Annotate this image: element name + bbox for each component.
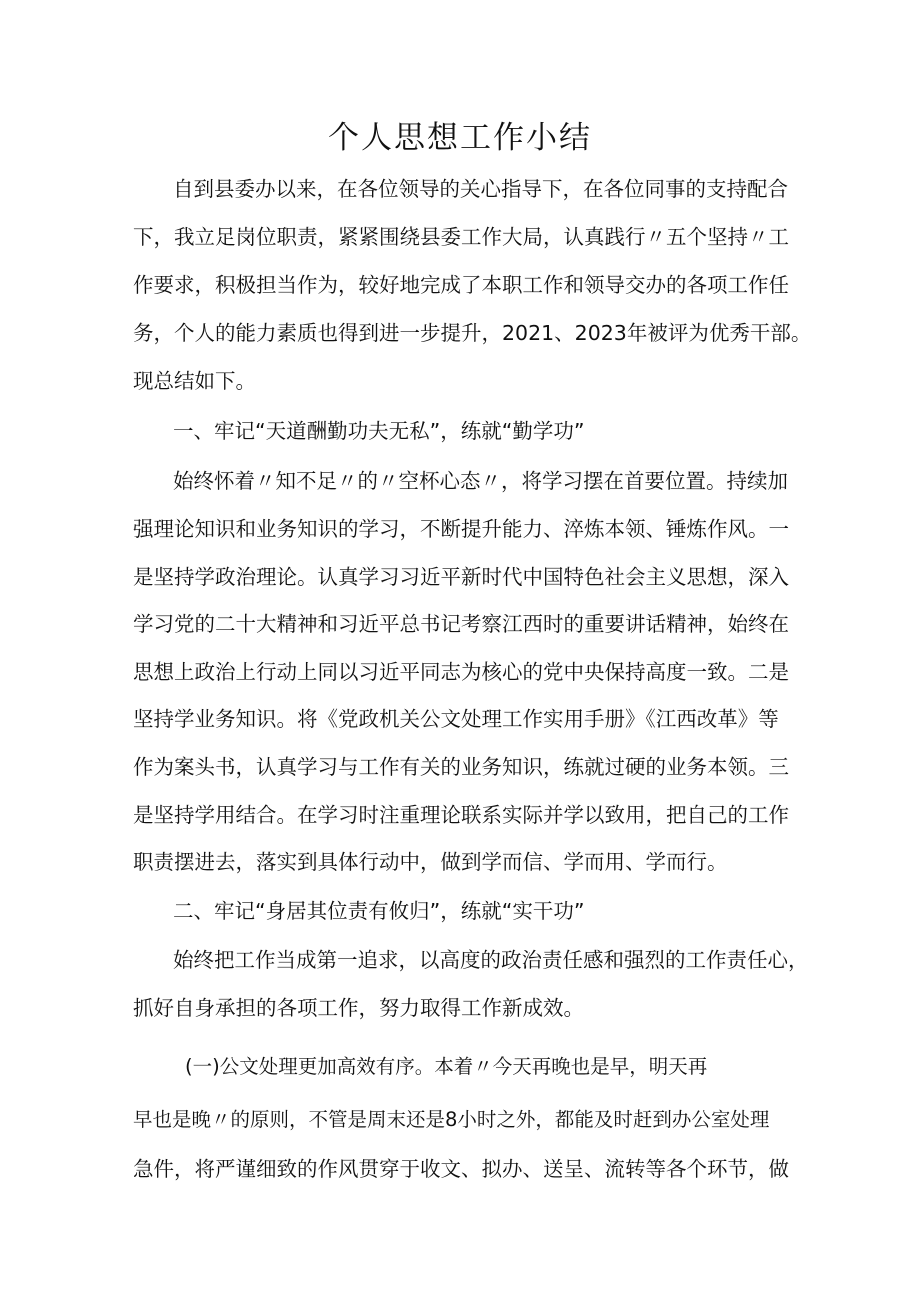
paragraph-line: 思想上政治上行动上同以习近平同志为核心的党中央保持高度一致。二是	[133, 660, 789, 684]
section-heading: 二、牢记“身居其位责有攸归”，练就“实干功”	[173, 899, 585, 923]
paragraph-line: 职责摆进去，落实到具体行动中，做到学而信、学而用、学而行。	[133, 850, 728, 874]
paragraph-line: 现总结如下。	[133, 369, 256, 393]
subsection-line: (一)公文处理更加高效有序。本着〃今天再晚也是早，明天再	[185, 1055, 708, 1078]
paragraph-line: 作要求，积极担当作为，较好地完成了本职工作和领导交办的各项工作任	[133, 273, 789, 297]
paragraph-line: 是坚持学用结合。在学习时注重理论联系实际并学以致用，把自己的工作	[133, 803, 789, 827]
paragraph-line: 强理论知识和业务知识的学习，不断提升能力、淬炼本领、锤炼作风。一	[133, 517, 789, 541]
paragraph-line: 坚持学业务知识。将《党政机关公文处理工作实用手册》《江西改革》等	[133, 707, 779, 731]
paragraph-line: 抓好自身承担的各项工作，努力取得工作新成效。	[133, 996, 584, 1020]
paragraph-line: 是坚持学政治理论。认真学习习近平新时代中国特色社会主义思想，深入	[133, 565, 789, 589]
paragraph-line: 下，我立足岗位职责，紧紧围绕县委工作大局，认真践行〃五个坚持〃工	[133, 225, 789, 249]
document-title: 个人思想工作小结	[328, 120, 592, 156]
paragraph-line: 学习党的二十大精神和习近平总书记考察江西时的重要讲话精神，始终在	[133, 612, 789, 636]
paragraph-line: 急件，将严谨细致的作风贯穿于收文、拟办、送呈、流转等各个环节，做	[133, 1157, 789, 1181]
paragraph-line: 作为案头书，认真学习与工作有关的业务知识，练就过硬的业务本领。三	[133, 755, 789, 779]
section-heading: 一、牢记“天道酬勤功夫无私”，练就“勤学功”	[173, 419, 585, 443]
paragraph-line: 务，个人的能力素质也得到进一步提升，2021、2023年被评为优秀干部。	[133, 321, 812, 345]
paragraph-line: 自到县委办以来，在各位领导的关心指导下，在各位同事的支持配合	[173, 177, 788, 201]
paragraph-line: 始终怀着〃知不足〃的〃空杯心态〃，将学习摆在首要位置。持续加	[173, 469, 788, 493]
paragraph-line: 早也是晚〃的原则，不管是周末还是8小时之外，都能及时赶到办公室处理	[133, 1108, 770, 1131]
paragraph-line: 始终把工作当成第一追求，以高度的政治责任感和强烈的工作责任心，	[173, 948, 809, 972]
